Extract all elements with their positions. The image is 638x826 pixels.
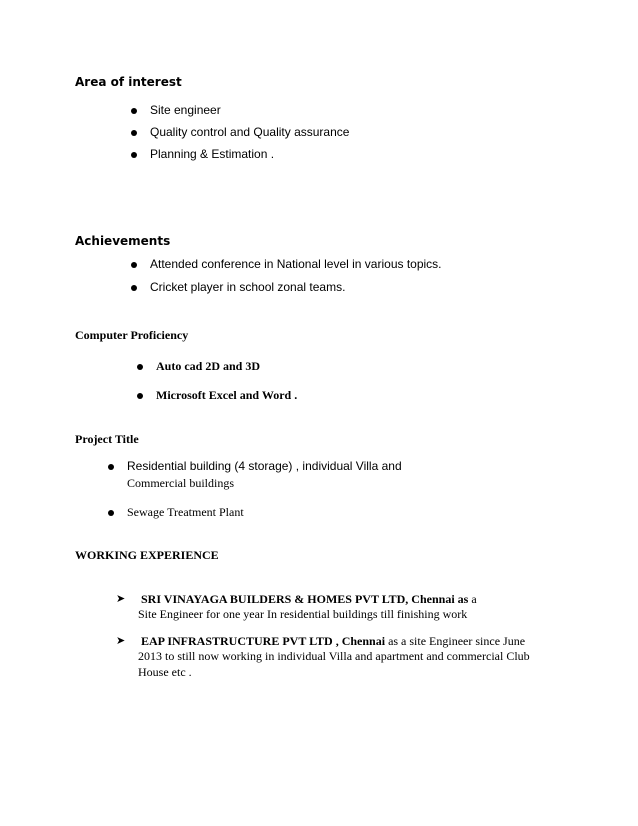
bullet-icon bbox=[137, 364, 143, 370]
arrow-bullet-icon: ➤ bbox=[116, 593, 126, 605]
list-item bbox=[137, 388, 437, 403]
list-item-text-continued: Commercial buildings bbox=[127, 476, 234, 490]
achievements-heading: Achievements bbox=[75, 234, 171, 248]
list-item-text: Attended conference in National level in various topics. bbox=[150, 257, 442, 271]
area-of-interest-heading: Area of interest bbox=[75, 75, 182, 89]
job-title-line bbox=[141, 634, 525, 649]
list-item bbox=[131, 280, 551, 295]
bullet-icon bbox=[131, 108, 137, 114]
list-item-text: Cricket player in school zonal teams. bbox=[150, 280, 346, 294]
company-name: SRI VINAYAGA BUILDERS & HOMES PVT LTD, Chennai as bbox=[141, 592, 469, 606]
company-name: EAP INFRASTRUCTURE PVT LTD , Chennai bbox=[141, 634, 386, 648]
list-item-text: Site engineer bbox=[150, 103, 221, 117]
list-item-text: Sewage Treatment Plant bbox=[127, 505, 244, 519]
bullet-icon bbox=[131, 152, 137, 158]
list-item-text: Microsoft Excel and Word . bbox=[156, 388, 298, 402]
list-item bbox=[131, 103, 531, 118]
job-description-continued: House etc . bbox=[138, 665, 192, 679]
list-item bbox=[108, 459, 448, 489]
bullet-icon bbox=[137, 393, 143, 399]
job-description: 2013 to still now working in individual Villa and apartment and commercial Club bbox=[138, 649, 530, 663]
bullet-icon bbox=[131, 262, 137, 268]
bullet-icon bbox=[131, 130, 137, 136]
job-role-text: as a site Engineer since June bbox=[385, 634, 526, 648]
list-item bbox=[131, 147, 531, 162]
job-title-line bbox=[141, 592, 477, 607]
job-description: Site Engineer for one year In residential buildings till finishing work bbox=[138, 607, 468, 621]
job-role-text: a bbox=[468, 592, 477, 606]
bullet-icon bbox=[108, 510, 114, 516]
list-item bbox=[131, 257, 551, 272]
list-item-text: Planning & Estimation . bbox=[150, 147, 275, 161]
list-item bbox=[137, 359, 437, 374]
list-item bbox=[116, 634, 566, 682]
list-item-text: Auto cad 2D and 3D bbox=[156, 359, 261, 373]
working-experience-heading: WORKING EXPERIENCE bbox=[75, 548, 219, 562]
bullet-icon bbox=[131, 285, 137, 291]
computer-proficiency-heading: Computer Proficiency bbox=[75, 328, 189, 342]
bullet-icon bbox=[108, 464, 114, 470]
list-item-text: Quality control and Quality assurance bbox=[150, 125, 350, 139]
list-item bbox=[131, 125, 531, 140]
list-item bbox=[116, 592, 556, 624]
project-title-heading: Project Title bbox=[75, 432, 139, 446]
arrow-bullet-icon: ➤ bbox=[116, 635, 126, 647]
list-item-text: Residential building (4 storage) , individual Villa and bbox=[127, 459, 402, 473]
list-item bbox=[108, 505, 408, 520]
